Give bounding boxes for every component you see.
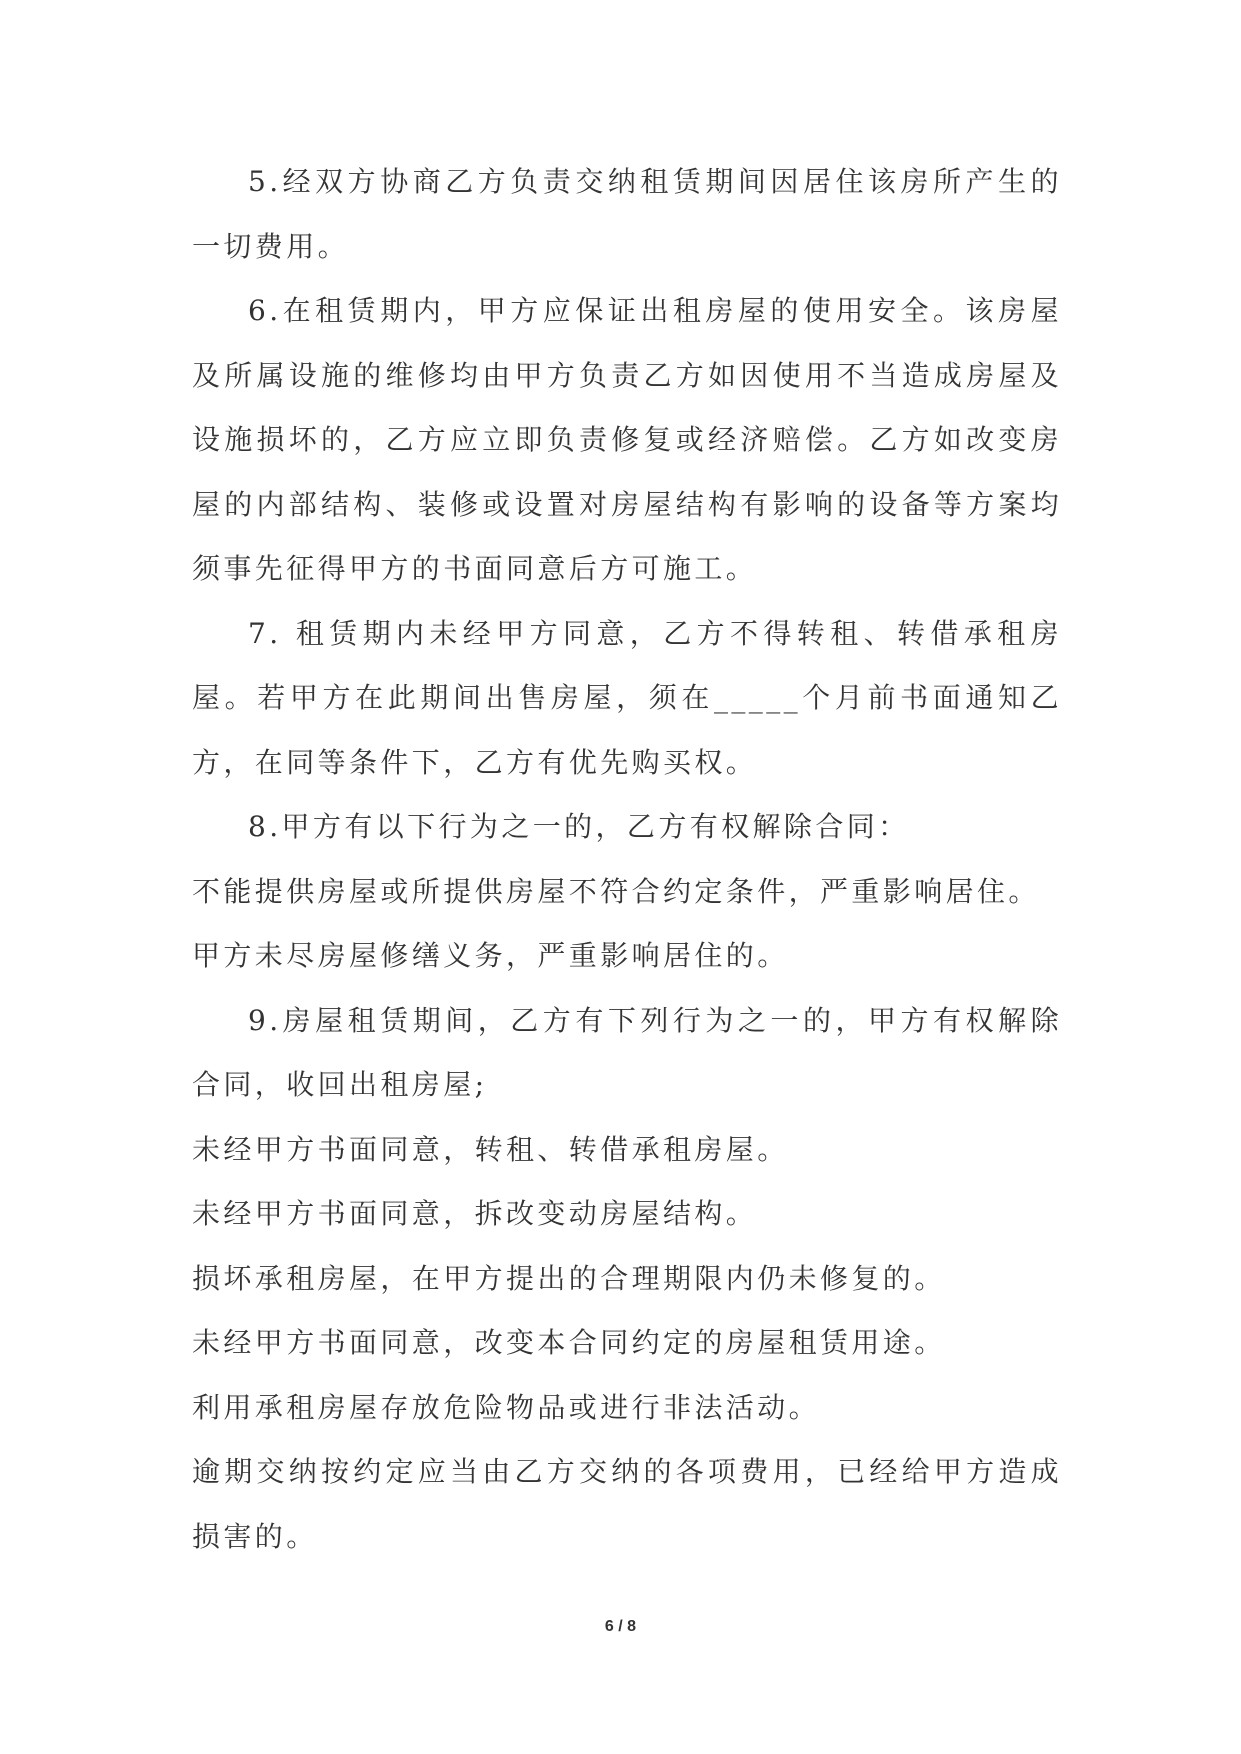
- paragraph-clause-9-item-5: 利用承租房屋存放危险物品或进行非法活动。: [192, 1390, 821, 1424]
- paragraph-clause-9-item-2: 未经甲方书面同意，拆改变动房屋结构。: [192, 1197, 758, 1230]
- paragraph-clause-5: 5.经双方协商乙方负责交纳租赁期间因居住该房所产生的一切费用。: [192, 165, 1062, 263]
- paragraph-clause-9-item-6: 逾期交纳按约定应当由乙方交纳的各项费用，已经给甲方造成损害的。: [192, 1455, 1062, 1553]
- paragraph-clause-9: 9.房屋租赁期间，乙方有下列行为之一的，甲方有权解除合同，收回出租房屋;: [192, 1003, 1062, 1101]
- paragraph-clause-8: 8.甲方有以下行为之一的，乙方有权解除合同：: [248, 810, 910, 843]
- paragraph-clause-8-item-1: 不能提供房屋或所提供房屋不符合约定条件，严重影响居住。: [192, 874, 1040, 908]
- paragraph-clause-7: 7. 租赁期内未经甲方同意，乙方不得转租、转借承租房屋。若甲方在此期间出售房屋，须在_____个月前书面通知乙方，在同等条件下，乙方有优先购买权。: [192, 616, 1062, 779]
- paragraph-clause-9-item-3: 损坏承租房屋，在甲方提出的合理期限内仍未修复的。: [192, 1261, 946, 1295]
- paragraph-clause-9-item-4: 未经甲方书面同意，改变本合同约定的房屋租赁用途。: [192, 1326, 946, 1359]
- paragraph-clause-9-item-1: 未经甲方书面同意，转租、转借承租房屋。: [192, 1132, 789, 1166]
- paragraph-clause-8-item-2: 甲方未尽房屋修缮义务，严重影响居住的。: [192, 939, 789, 972]
- paragraph-clause-6: 6.在租赁期内，甲方应保证出租房屋的使用安全。该房屋及所属设施的维修均由甲方负责乙方如因使用不当造成房屋及设施损坏的，乙方应立即负责修复或经济赔偿。乙方如改变房屋的内部结构、装修或设置对房屋结构有影响的设备等方案均须事先征得甲方的书面同意后方可施工。: [192, 294, 1062, 585]
- document-body: [192, 150, 1062, 1569]
- page-number: 6 / 8: [604, 1618, 637, 1635]
